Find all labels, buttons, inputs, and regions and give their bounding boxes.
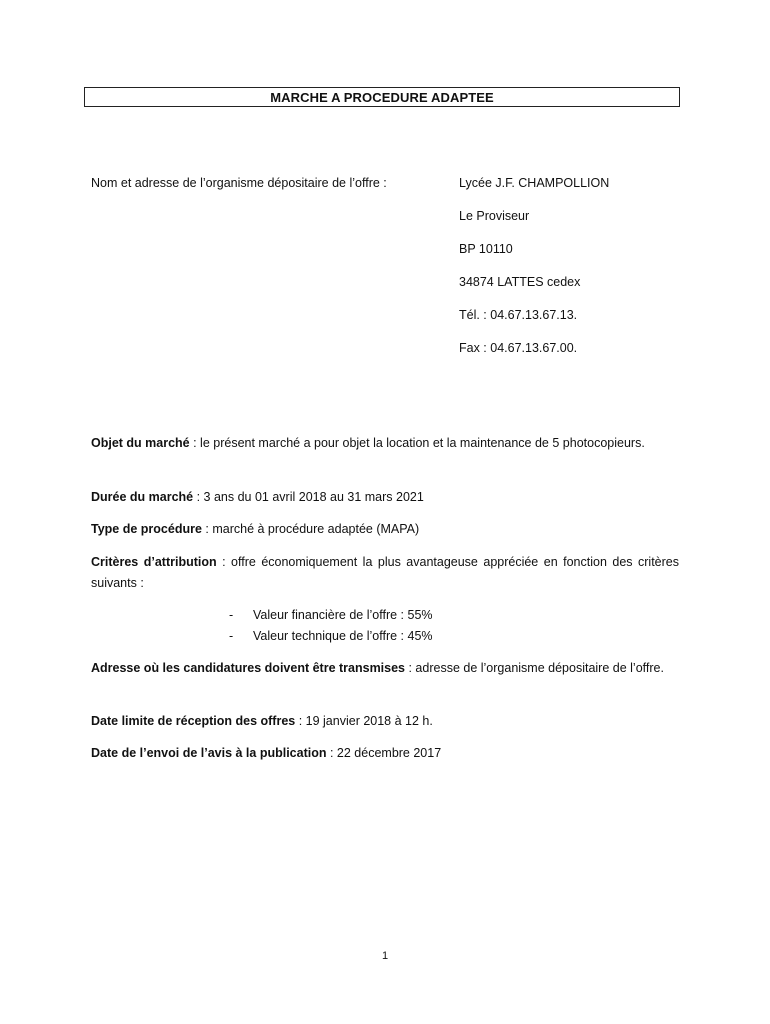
date-envoi-text: : 22 décembre 2017 (326, 746, 442, 760)
address-line: BP 10110 (459, 242, 513, 256)
organisme-label: Nom et adresse de l’organisme dépositaire de l’offre : (91, 176, 387, 190)
adresse-text: : adresse de l’organisme dépositaire de l’offre. (405, 661, 664, 675)
address-line: Tél. : 04.67.13.67.13. (459, 308, 578, 322)
criteres-text: : offre économiquement la plus avantageuse appréciée en fonction des critères suivants : (91, 555, 679, 590)
procedure-label: Type de procédure (91, 522, 202, 536)
date-envoi-paragraph (91, 743, 679, 764)
objet-label: Objet du marché (91, 436, 190, 450)
address-line: 34874 LATTES cedex (459, 275, 581, 289)
list-item: - Valeur financière de l’offre : 55% (229, 608, 433, 622)
adresse-label: Adresse où les candidatures doivent être transmises (91, 661, 406, 675)
date-envoi-label: Date de l’envoi de l’avis à la publication (91, 746, 327, 760)
organisme-address (459, 176, 609, 374)
document-title: MARCHE A PROCEDURE ADAPTEE (84, 87, 680, 107)
list-item: - Valeur technique de l’offre : 45% (229, 629, 433, 643)
duree-paragraph (91, 487, 679, 508)
address-line: Fax : 04.67.13.67.00. (459, 341, 578, 355)
adresse-paragraph (91, 658, 679, 679)
duree-text: : 3 ans du 01 avril 2018 au 31 mars 2021 (193, 490, 424, 504)
criteres-paragraph (91, 552, 679, 594)
date-limite-text: : 19 janvier 2018 à 12 h. (295, 714, 433, 728)
procedure-paragraph (91, 519, 679, 540)
duree-label: Durée du marché (91, 490, 194, 504)
criteres-list (229, 605, 529, 647)
address-line: Lycée J.F. CHAMPOLLION (459, 176, 610, 190)
criteres-label: Critères d’attribution (91, 555, 217, 569)
procedure-text: : marché à procédure adaptée (MAPA) (201, 522, 420, 536)
address-line: Le Proviseur (459, 209, 530, 223)
date-limite-paragraph (91, 711, 679, 732)
page-number: 1 (381, 950, 389, 962)
objet-text: : le présent marché a pour objet la location et la maintenance de 5 photocopieurs. (189, 436, 645, 450)
date-limite-label: Date limite de réception des offres (91, 714, 296, 728)
objet-paragraph (91, 433, 679, 454)
